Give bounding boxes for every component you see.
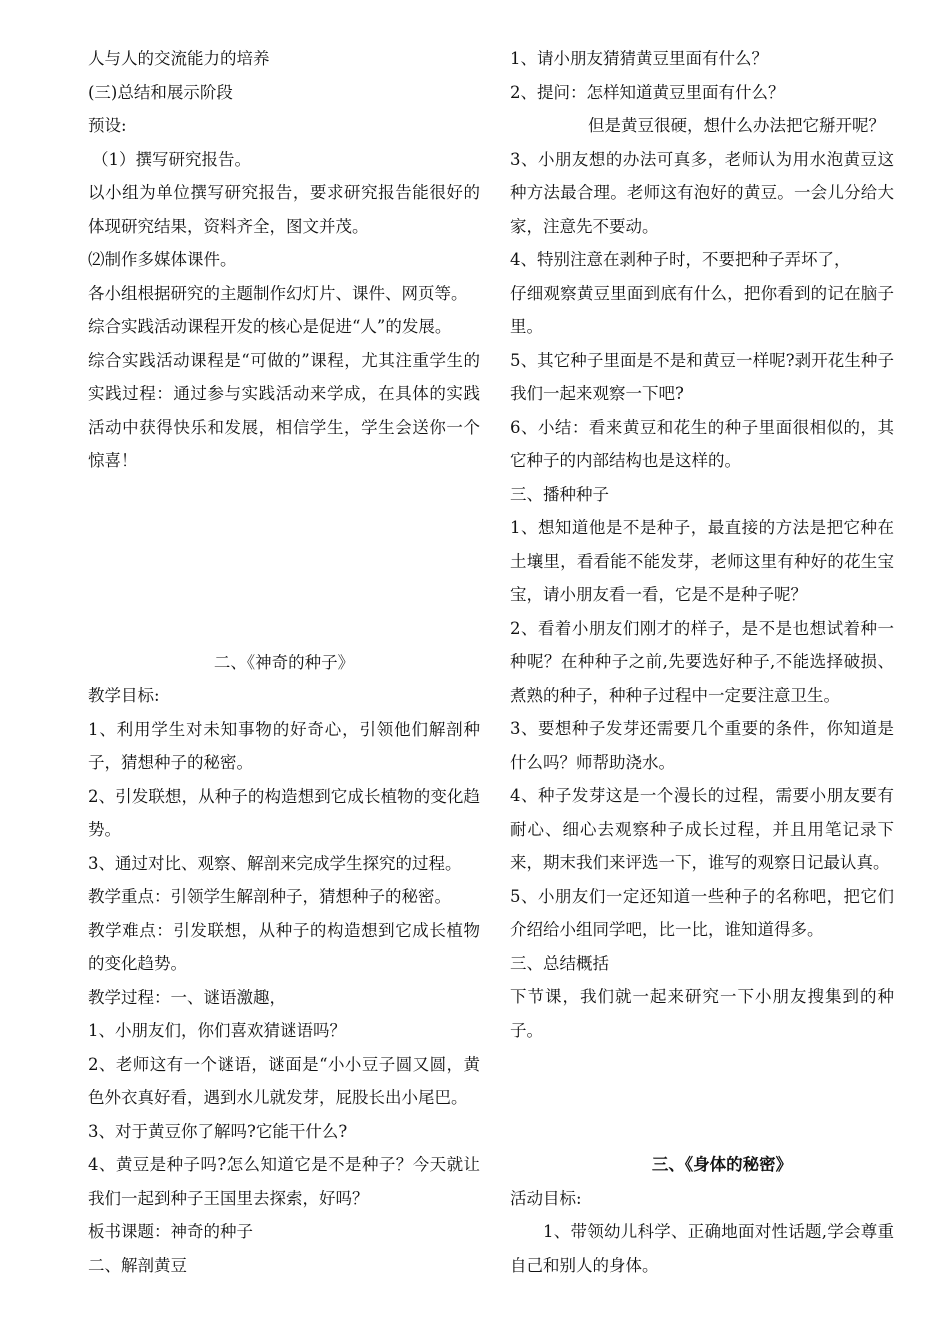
paragraph: 下节课，我们就一起来研究一下小朋友搜集到的种子。 (510, 987, 894, 1040)
text-line: 但是黄豆很硬，想什么办法把它掰开呢？ (588, 116, 885, 135)
paragraph: 综合实践活动课程是“可做的”课程，尤其注重学生的实践过程：通过参与实践活动来学成，在具体的实践活动中获得快乐和发展，相信学生，学生会送你一个惊喜！ (88, 350, 480, 470)
paragraph: 仔细观察黄豆里面到底有什么，把你看到的记在脑子里。 (510, 283, 894, 336)
list-item: 5、小朋友们一定还知道一些种子的名称吧，把它们介绍给小组同学吧，比一比，谁知道得多。 (510, 886, 894, 939)
subsection-heading: (三)总结和展示阶段 (88, 82, 233, 102)
text-line: 人与人的交流能力的培养 (88, 49, 270, 68)
left-column (88, 42, 480, 1282)
list-item: ⑵制作多媒体课件。 (88, 250, 237, 269)
text-line: 教学目标: (88, 686, 160, 705)
list-item: 4、种子发芽这是一个漫长的过程，需要小朋友要有耐心、细心去观察种子成长过程，并且用笔记录下来，期末我们来评选一下，谁写的观察日记最认真。 (510, 786, 894, 872)
list-item: 1、带领幼儿科学、正确地面对性话题,学会尊重自己和别人的身体。 (510, 1222, 894, 1275)
list-item: 1、请小朋友猜猜黄豆里面有什么？ (510, 49, 768, 68)
spacer (510, 1047, 894, 1148)
list-item: 1、小朋友们，你们喜欢猜谜语吗？ (88, 1021, 346, 1040)
list-item: 4、特别注意在剥种子时，不要把种子弄坏了， (510, 250, 851, 269)
list-item: 3、对于黄豆你了解吗?它能干什么? (88, 1121, 348, 1141)
section-title: 二、《神奇的种子》 (213, 652, 355, 672)
list-item: 6、小结：看来黄豆和花生的种子里面很相似的，其它种子的内部结构也是这样的。 (510, 417, 894, 470)
list-item: 4、黄豆是种子吗?怎么知道它是不是种子？今天就让我们一起到种子王国里去探索，好吗？ (88, 1155, 480, 1208)
spacer (88, 478, 480, 646)
list-item: 3、通过对比、观察、解剖来完成学生探究的过程。 (88, 853, 462, 873)
paragraph: 综合实践活动课程开发的核心是促进“人”的发展。 (88, 317, 452, 336)
paragraph: 教学难点：引发联想，从种子的构造想到它成长植物的变化趋势。 (88, 920, 480, 973)
list-item: 3、小朋友想的办法可真多，老师认为用水泡黄豆这种方法最合理。老师这有泡好的黄豆。一会儿分给大家，注意先不要动。 (510, 149, 894, 236)
subsection-heading: 三、总结概括 (510, 953, 609, 973)
list-item: （1）撰写研究报告。 (92, 149, 251, 169)
list-item: 5、其它种子里面是不是和黄豆一样呢?剥开花生种子我们一起来观察一下吧? (510, 350, 894, 403)
list-item: 1、利用学生对未知事物的好奇心，引领他们解剖种子，猜想种子的秘密。 (88, 719, 480, 772)
right-column (510, 42, 894, 1282)
text-line: 活动目标: (510, 1188, 582, 1208)
paragraph: 教学过程：一、谜语激趣， (88, 987, 286, 1007)
subsection-heading: 三、播种种子 (510, 484, 609, 504)
paragraph: 各小组根据研究的主题制作幻灯片、课件、网页等。 (88, 283, 468, 303)
list-item: 2、看着小朋友们刚才的样子，是不是也想试着种一种呢？在种种子之前,先要选好种子,不能选择破损、煮熟的种子，种种子过程中一定要注意卫生。 (510, 618, 894, 705)
list-item: 3、要想种子发芽还需要几个重要的条件，你知道是什么吗？师帮助浇水。 (510, 719, 894, 772)
list-item: 2、老师这有一个谜语，谜面是“小小豆子圆又圆，黄色外衣真好看，遇到水儿就发芽，屁股长出小尾巴。 (88, 1054, 480, 1107)
list-item: 2、提问：怎样知道黄豆里面有什么？ (510, 82, 785, 102)
subsection-heading: 二、解剖黄豆 (88, 1255, 187, 1275)
text-line: 板书课题：神奇的种子 (88, 1222, 253, 1241)
paragraph: 以小组为单位撰写研究报告，要求研究报告能很好的体现研究结果，资料齐全，图文并茂。 (88, 183, 480, 236)
section-title: 三、《身体的秘密》 (651, 1155, 793, 1174)
text-line: 预设: (88, 116, 127, 135)
paragraph: 教学重点：引领学生解剖种子，猜想种子的秘密。 (88, 887, 451, 906)
list-item: 2、引发联想，从种子的构造想到它成长植物的变化趋势。 (88, 786, 480, 839)
list-item: 1、想知道他是不是种子，最直接的方法是把它种在土壤里，看看能不能发芽，老师这里有种好的花生宝宝，请小朋友看一看，它是不是种子呢？ (510, 518, 894, 604)
